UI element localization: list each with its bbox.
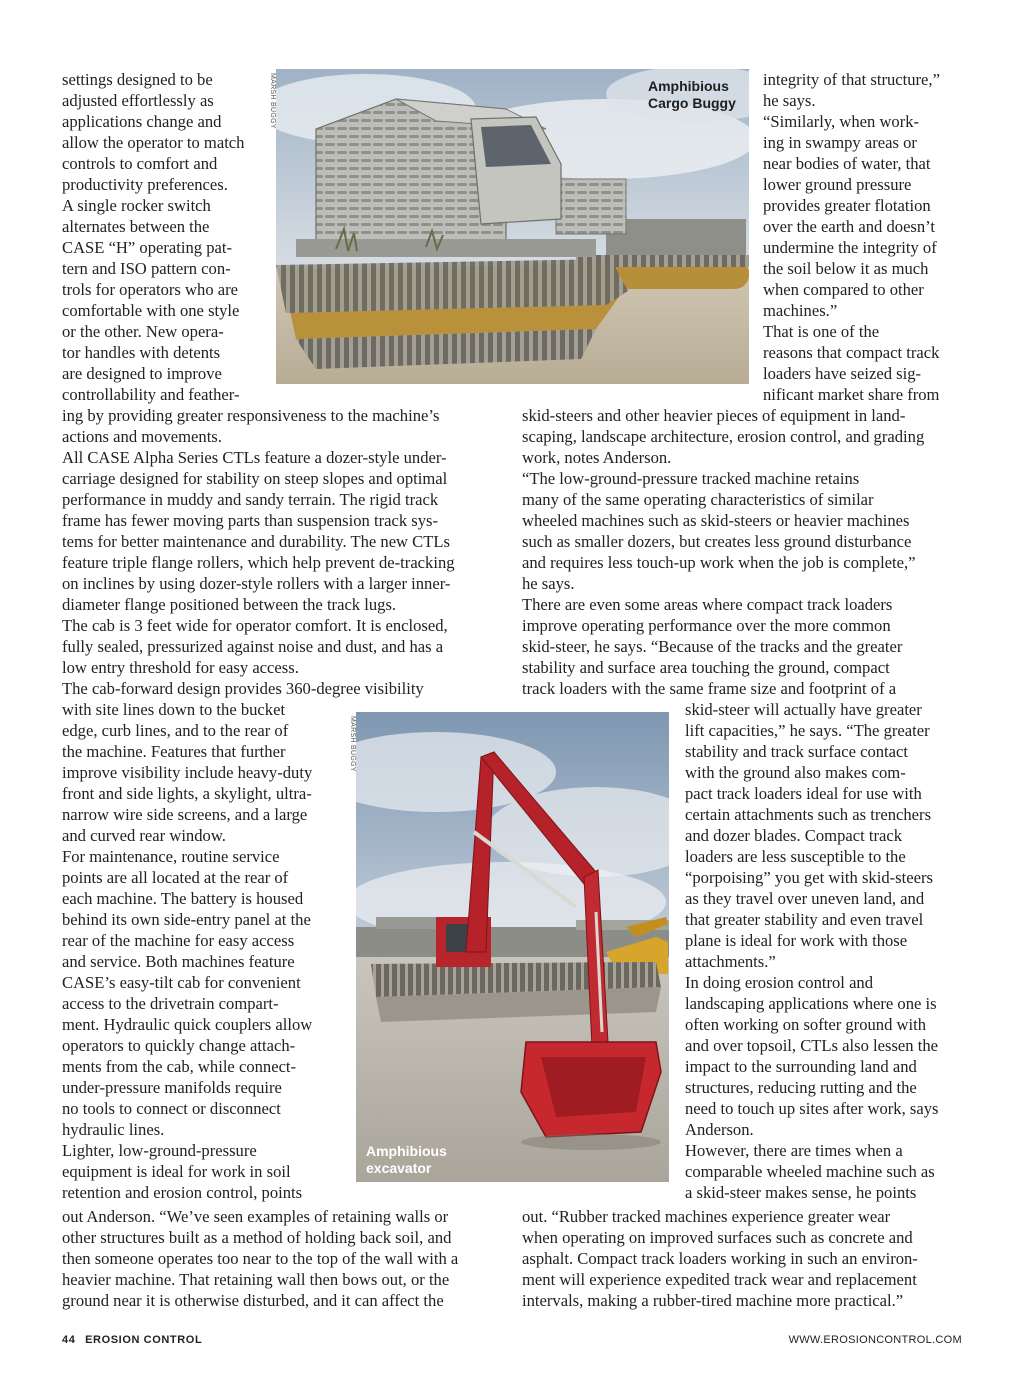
col1-text-a: settings designed to be adjusted effortlessly as applications change and allow the operator to match controls to comfort and productivity preferences. A single rocker switch alternates between the CASE “H” operating pat- tern and ISO pattern con- trols for operators who are comfortable with one style or the other. New opera- tor handles with detents are designed to improve controllability and feather- <box>62 70 245 404</box>
page-number: 44 <box>62 1334 76 1346</box>
excavator-illustration <box>356 712 669 1182</box>
cargo-buggy-illustration <box>276 69 749 384</box>
excavator-caption: Amphibious excavator <box>366 1143 447 1176</box>
website-link[interactable]: WWW.EROSIONCONTROL.COM <box>788 1334 962 1346</box>
publication-name: EROSION CONTROL <box>85 1334 203 1346</box>
footer-folio <box>62 1334 202 1346</box>
col1-text-b: ing by providing greater responsiveness to the machine’s actions and movements. All CASE Alpha Series CTLs feature a dozer-style under- carriage designed for stability on steep slopes and optimal performance in muddy and sandy terrain. The rigid track frame has fewer moving parts than suspension track sys- tems for better maintenance and durability. The new CTLs feature triple flange rollers, which help prevent de-tracking on inclines by using dozer-style rollers with a larger inner- diameter flange positioned between the track lugs. The cab is 3 feet wide for operator comfort. It is enclosed, fully sealed, pressurized against noise and dust, and has a low entry threshold for easy access. The cab-forward design provides 360-degree visibility <box>62 406 455 698</box>
excavator-photo-credit: MARSH BUGGY <box>349 716 356 772</box>
cargo-buggy-photo-credit: MARSH BUGGY <box>269 73 276 129</box>
col2-text-d: out. “Rubber tracked machines experience greater wear when operating on improved surfaces such as concrete and asphalt. Compact track loaders working in such an environ- ment will experience expedited track wear and replacement intervals, making a rubber-tired machine more practical.” <box>522 1207 918 1310</box>
cargo-buggy-caption: Amphibious Cargo Buggy <box>648 78 736 111</box>
col2-text-b: skid-steers and other heavier pieces of equipment in land- scaping, landscape architecture, erosion control, and grading work, notes Anderson. “The low-ground-pressure tracked machine retains many of the same operating characteristics of similar wheeled machines such as skid-steers or heavier machines such as smaller dozers, but creates less ground disturbance and requires less touch-up work when the job is complete,” he says. There are even some areas where compact track loaders improve operating performance over the more common skid-steer, he says. “Because of the tracks and the greater stability and surface area touching the ground, compact track loaders with the same frame size and footprint of a <box>522 406 925 698</box>
col2-text-a: integrity of that structure,” he says. “Similarly, when work- ing in swampy areas or near bodies of water, that lower ground pressure provides greater flotation over the earth and doesn’t undermine the integrity of the soil below it as much when compared to other machines.” That is one of the reasons that compact track loaders have seized sig- nificant market share from <box>763 70 940 404</box>
excavator-photo <box>356 712 669 1182</box>
col2-text-c: skid-steer will actually have greater lift capacities,” he says. “The greater stability and track surface contact with the ground also makes com- pact track loaders ideal for use with certain attachments such as trenchers and dozer blades. Compact track loaders are less susceptible to the “porpoising” you get with skid-steers as they travel over uneven land, and that greater stability and even travel plane is ideal for work with those attachments.” In doing erosion control and landscaping applications where one is often working on softer ground with and over topsoil, CTLs also lessen the impact to the surrounding land and structures, reducing rutting and the need to touch up sites after work, says Anderson. However, there are times when a comparable wheeled machine such as a skid-steer makes sense, he points <box>685 700 939 1202</box>
col1-text-c: with site lines down to the bucket edge, curb lines, and to the rear of the machine. Features that further improve visibility include heavy-duty front and side lights, a skylight, ultra- narrow wire side screens, and a large and curved rear window. For maintenance, routine service points are all located at the rear of each machine. The battery is housed behind its own side-entry panel at the rear of the machine for easy access and service. Both machines feature CASE’s easy-tilt cab for convenient access to the drivetrain compart- ment. Hydraulic quick couplers allow operators to quickly change attach- ments from the cab, while connect- under-pressure manifolds require no tools to connect or disconnect hydraulic lines. Lighter, low-ground-pressure equipment is ideal for work in soil retention and erosion control, points <box>62 700 313 1202</box>
cargo-buggy-photo <box>276 69 749 384</box>
col1-text-d: out Anderson. “We’ve seen examples of retaining walls or other structures built as a method of holding back soil, and then someone operates too near to the top of the wall with a heavier machine. That retaining wall then bows out, or the ground near it is otherwise disturbed, and it can affect the <box>62 1207 459 1310</box>
